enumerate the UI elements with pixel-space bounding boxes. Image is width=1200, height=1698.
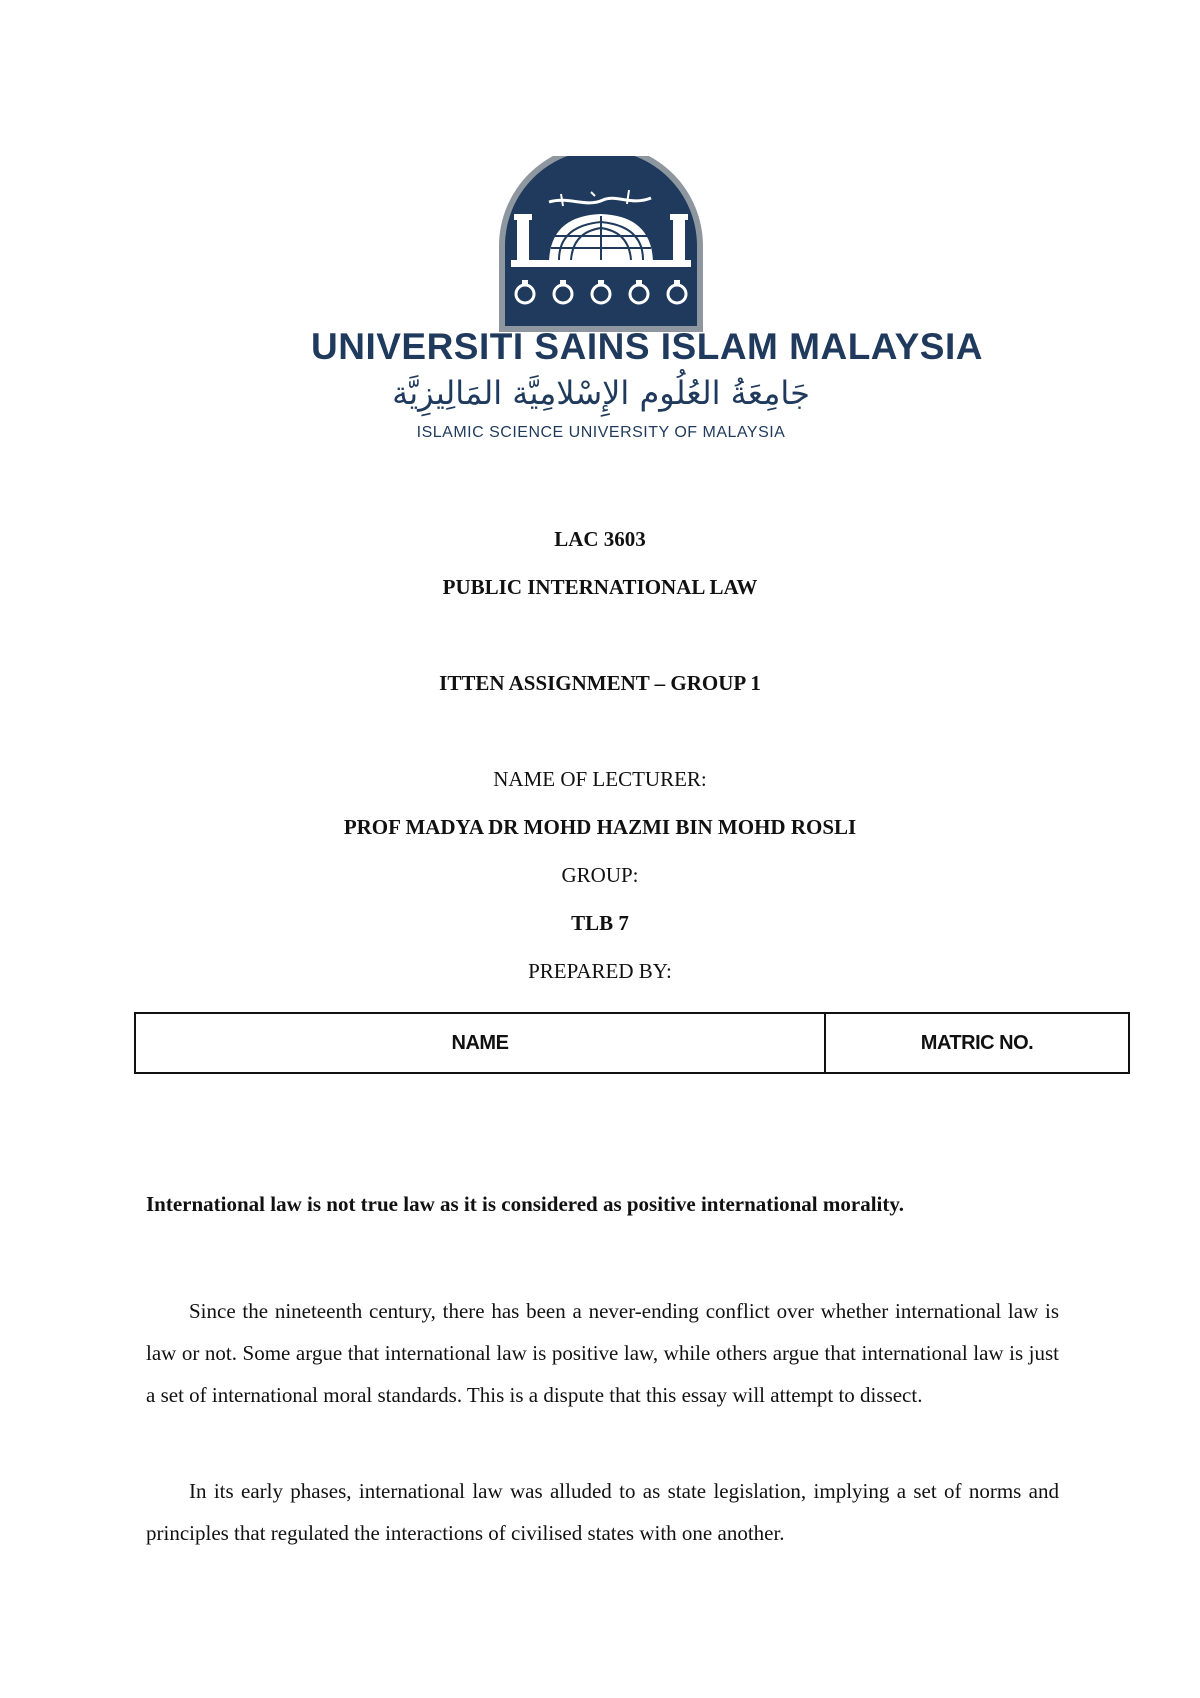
university-name: UNIVERSITI SAINS ISLAM MALAYSIA xyxy=(311,326,983,367)
matric-column-header: MATRIC NO. xyxy=(825,1013,1129,1073)
members-table xyxy=(134,1012,1130,1074)
essay-title: International law is not true law as it is considered as positive international morality. xyxy=(146,1192,904,1216)
group-label: GROUP: xyxy=(561,863,639,887)
lecturer-name: PROF MADYA DR MOHD HAZMI BIN MOHD ROSLI xyxy=(343,815,857,839)
essay-paragraph: In its early phases, international law was alluded to as state legislation, implying a set of norms and principles that regulated the interactions of civilised states with one another. xyxy=(146,1479,1059,1545)
course-name: PUBLIC INTERNATIONAL LAW xyxy=(442,575,758,599)
name-column-header: NAME xyxy=(135,1013,825,1073)
group-value: TLB 7 xyxy=(571,911,629,935)
table-header-row xyxy=(135,1013,1129,1073)
prepared-by-label: PREPARED BY: xyxy=(528,959,672,983)
lecturer-label: NAME OF LECTURER: xyxy=(493,767,707,791)
university-name-arabic: جَامِعَةُ العُلُوم الإِسْلامِيَّة المَالِيزِيَّة xyxy=(392,374,810,412)
essay-paragraph: Since the nineteenth century, there has been a never-ending conflict over whether international law is law or not. Some argue that international law is positive law, while others argue that international law is just a set of international moral standards. This is a dispute that this essay will attempt to dissect. xyxy=(146,1299,1059,1407)
assignment-title: ITTEN ASSIGNMENT – GROUP 1 xyxy=(439,671,761,695)
university-subtitle: ISLAMIC SCIENCE UNIVERSITY OF MALAYSIA xyxy=(416,424,786,441)
university-logo xyxy=(311,156,983,450)
course-code: LAC 3603 xyxy=(554,527,646,551)
